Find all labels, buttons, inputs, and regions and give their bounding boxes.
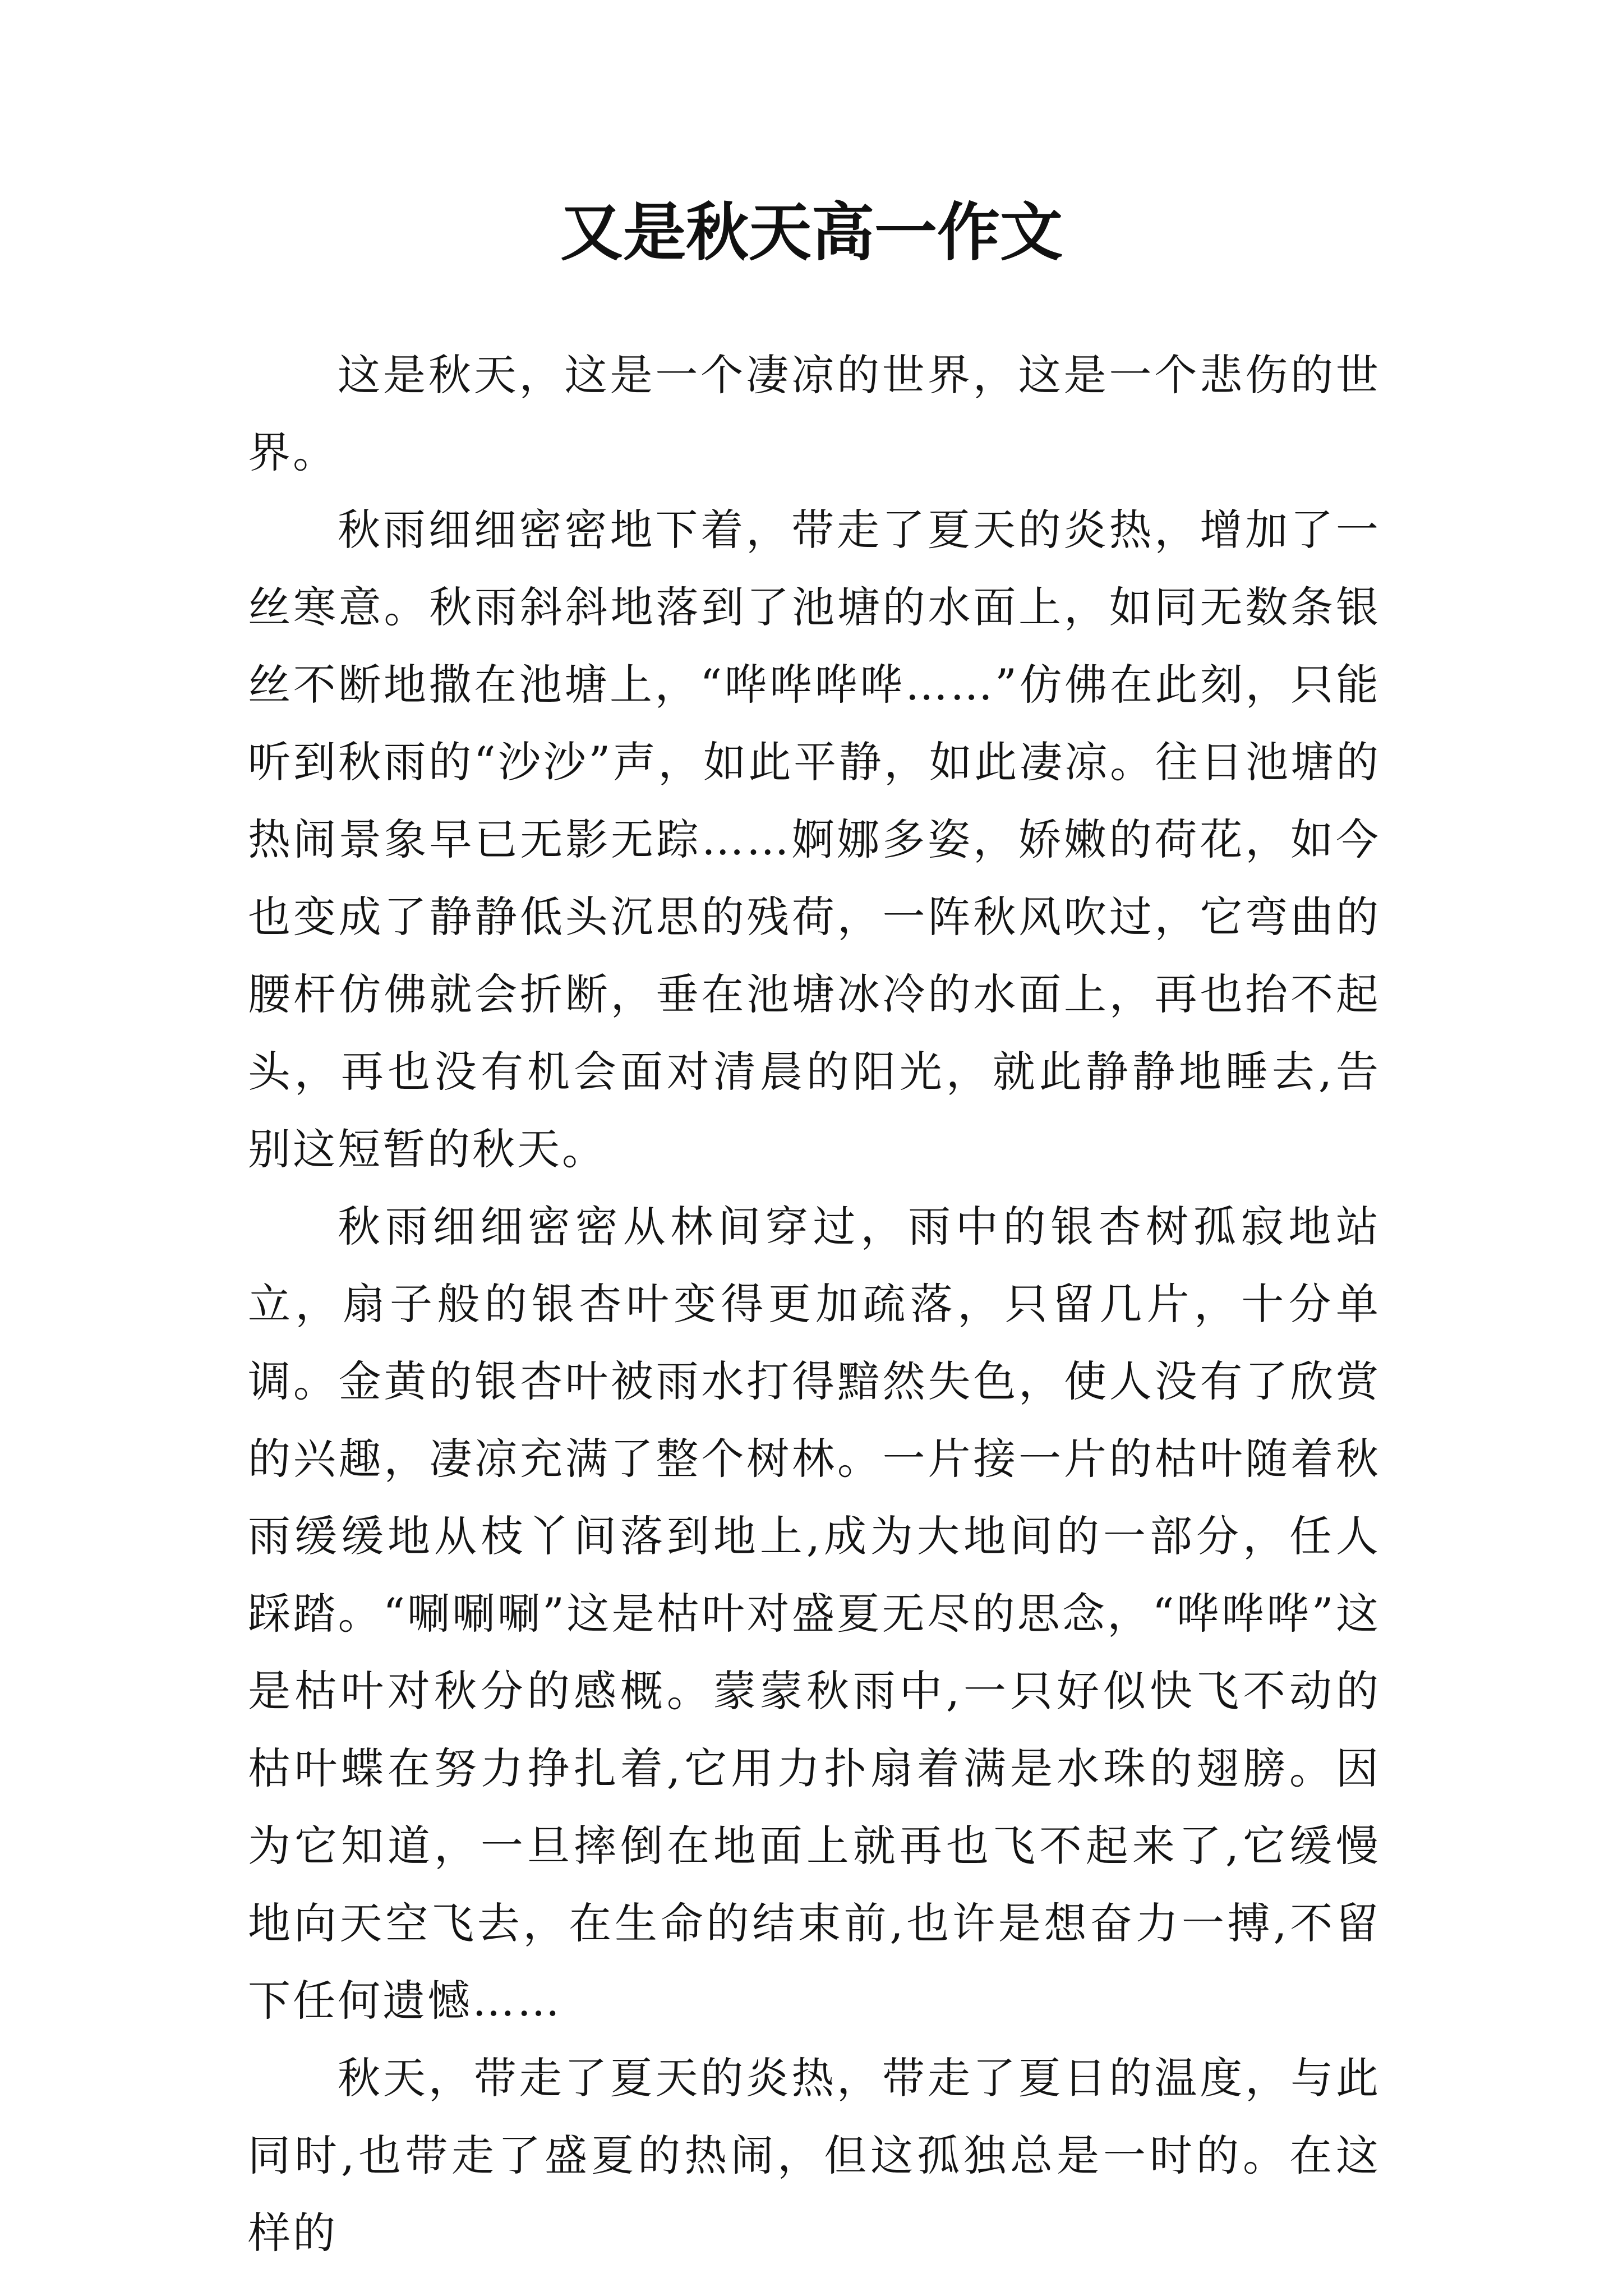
document-title: 又是秋天高一作文	[560, 196, 1063, 269]
document-body	[248, 337, 1381, 2272]
paragraph: 秋雨细细密密从林间穿过，雨中的银杏树孤寂地站立，扇子般的银杏叶变得更加疏落，只留几片，十分单调。金黄的银杏叶被雨水打得黯然失色，使人没有了欣赏的兴趣，凄凉充满了整个树林。一片接一片的枯叶随着秋雨缓缓地从枝丫间落到地上,成为大地间的一部分，任人踩踏。“唰唰唰”这是枯叶对盛夏无尽的思念，“哗哗哗”这是枯叶对秋分的感概。蒙蒙秋雨中,一只好似快飞不动的枯叶蝶在努力挣扎着,它用力扑扇着满是水珠的翅膀。因为它知道，一旦摔倒在地面上就再也飞不起来了,它缓慢地向天空飞去，在生命的结束前,也许是想奋力一搏,不留下任何遗憾……	[248, 1202, 1381, 2026]
paragraph: 秋天，带走了夏天的炎热，带走了夏日的温度，与此同时,也带走了盛夏的热闹，但这孤独总是一时的。在这样的	[248, 2053, 1381, 2258]
paragraph: 秋雨细细密密地下着，带走了夏天的炎热，增加了一丝寒意。秋雨斜斜地落到了池塘的水面上，如同无数条银丝不断地撒在池塘上，“哗哗哗哗……”仿佛在此刻，只能听到秋雨的“沙沙”声，如此平静，如此凄凉。往日池塘的热闹景象早已无影无踪……婀娜多姿，娇嫩的荷花，如今也变成了静静低头沉思的残荷，一阵秋风吹过，它弯曲的腰杆仿佛就会折断，垂在池塘冰冷的水面上，再也抬不起头，再也没有机会面对清晨的阳光，就此静静地睡去,告别这短暂的秋天。	[248, 505, 1381, 1174]
paragraph: 这是秋天，这是一个凄凉的世界，这是一个悲伤的世界。	[248, 350, 1381, 477]
